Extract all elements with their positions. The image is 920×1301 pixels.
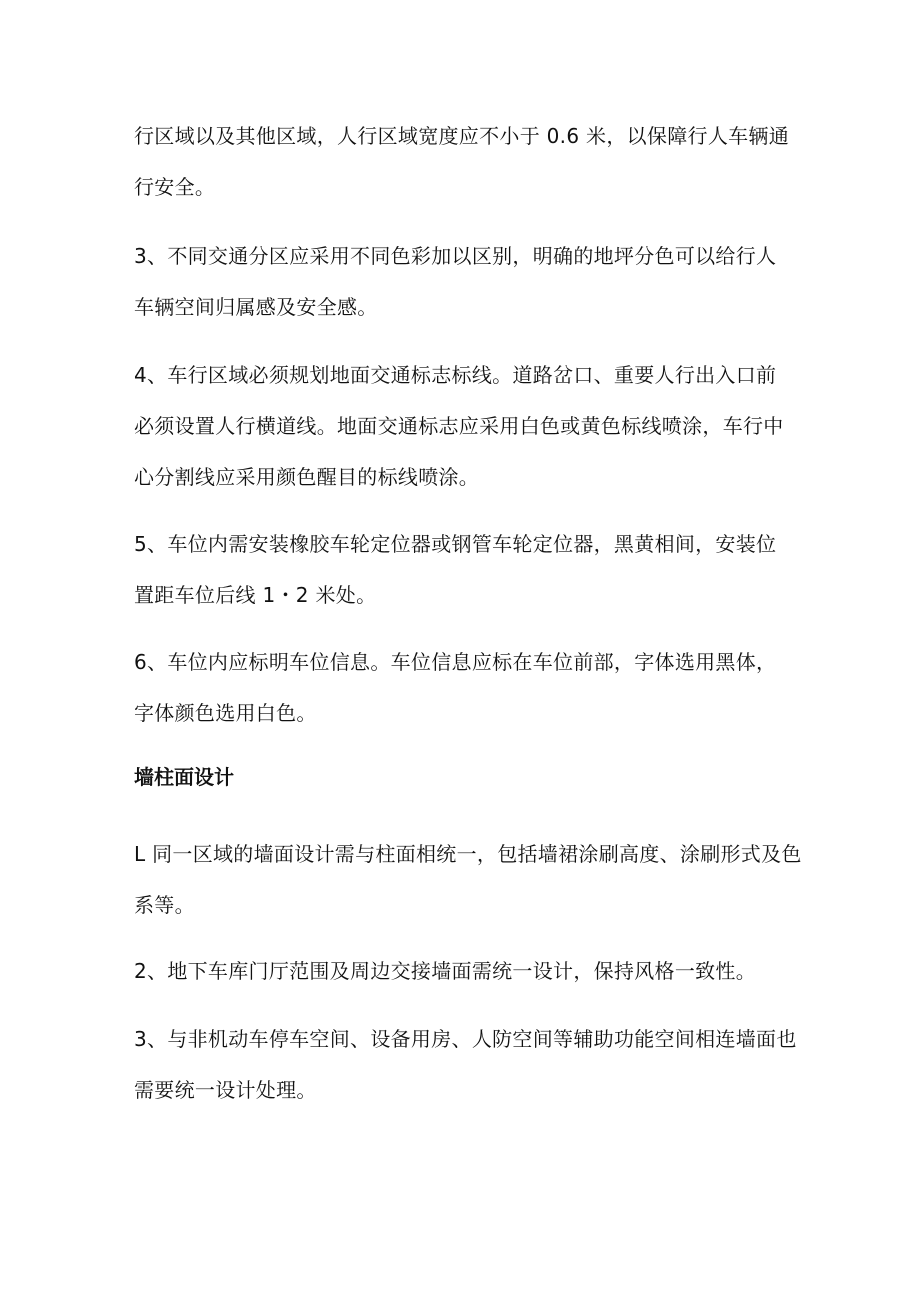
text-line: 行区域以及其他区域，人行区域宽度应不小于 0.6 米，以保障行人车辆通 xyxy=(134,124,790,148)
paragraph-item-5-wheel-stoppers xyxy=(134,519,794,621)
paragraph-item-3-color-zoning xyxy=(134,231,794,333)
text-line: L 同一区域的墙面设计需与柱面相统一，包括墙裙涂刷高度、涂刷形式及色 xyxy=(134,842,802,866)
text-line: 2、地下车库门厅范围及周边交接墙面需统一设计，保持风格一致性。 xyxy=(134,959,757,983)
text-line: 必须设置人行横道线。地面交通标志应采用白色或黄色标线喷涂，车行中 xyxy=(134,414,784,438)
paragraph-wall-item-3 xyxy=(134,1014,797,1116)
text-line: 3、不同交通分区应采用不同色彩加以区别，明确的地坪分色可以给行人 xyxy=(134,244,777,268)
text-line: 3、与非机动车停车空间、设备用房、人防空间等辅助功能空间相连墙面也 xyxy=(134,1027,797,1051)
paragraph-pedestrian-area xyxy=(134,111,794,213)
text-line: 5、车位内需安装橡胶车轮定位器或钢管车轮定位器，黑黄相间，安装位 xyxy=(134,532,777,556)
paragraph-wall-item-2 xyxy=(134,946,794,997)
text-line: 4、车行区域必须规划地面交通标志标线。道路岔口、重要人行出入口前 xyxy=(134,363,777,387)
section-heading-wall-column-design: 墙柱面设计 xyxy=(134,765,234,789)
text-line: 车辆空间归属感及安全感。 xyxy=(134,295,378,319)
text-line: 置距车位后线 1・2 米处。 xyxy=(134,583,377,607)
text-line: 行安全。 xyxy=(134,175,216,199)
paragraph-item-4-road-markings xyxy=(134,350,794,503)
text-line: 系等。 xyxy=(134,893,195,917)
paragraph-wall-item-1 xyxy=(134,829,802,931)
paragraph-item-6-space-info xyxy=(134,637,794,739)
text-line: 心分割线应采用颜色醒目的标线喷涂。 xyxy=(134,465,480,489)
text-line: 字体颜色选用白色。 xyxy=(134,701,317,725)
text-line: 需要统一设计处理。 xyxy=(134,1078,317,1102)
text-line: 6、车位内应标明车位信息。车位信息应标在车位前部，字体选用黑体， xyxy=(134,650,777,674)
